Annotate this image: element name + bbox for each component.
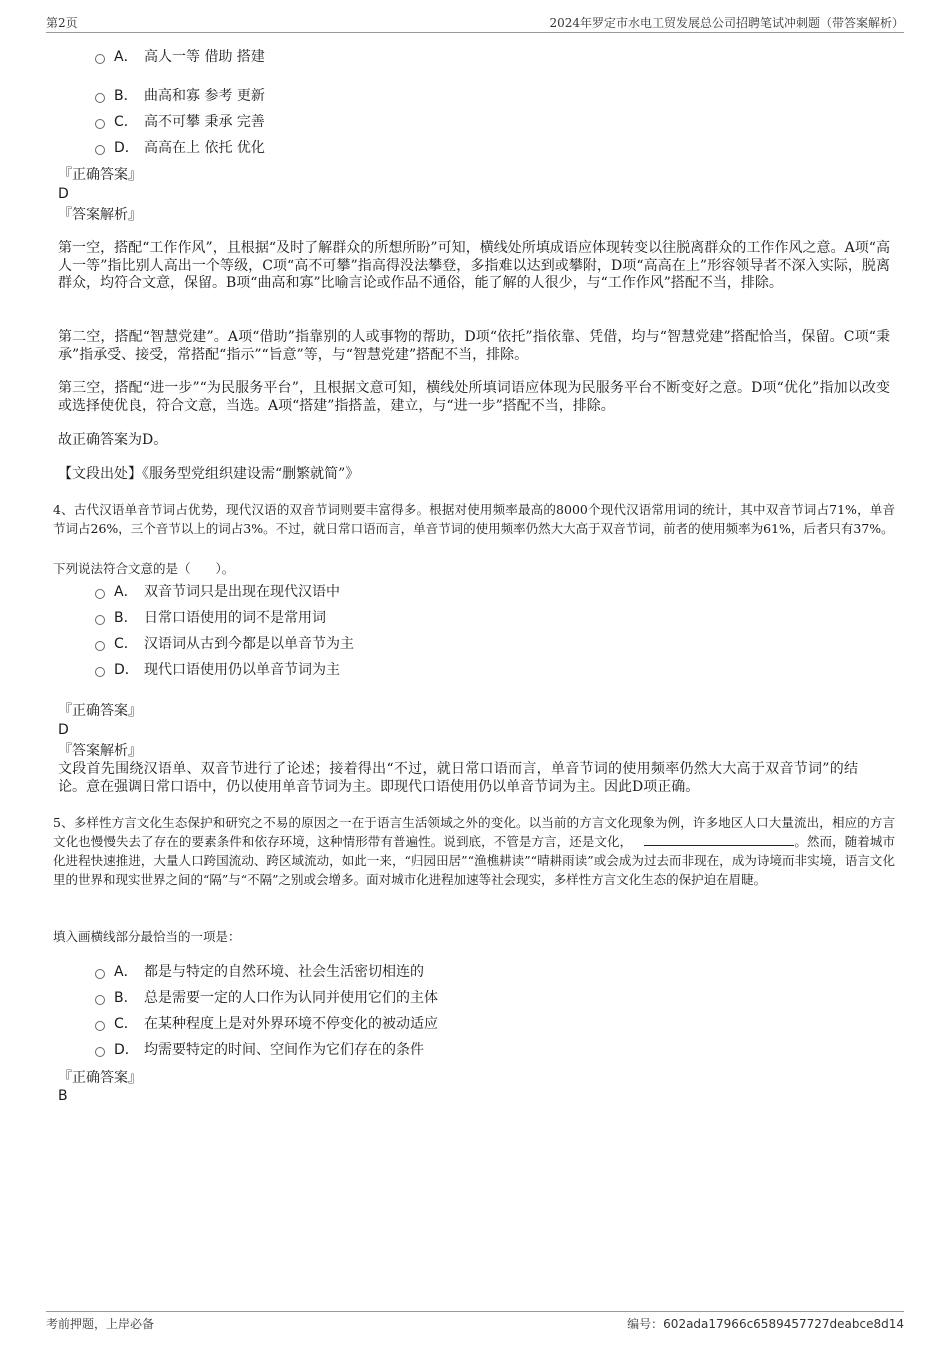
q5-option-c[interactable]: C． 在某种程度上是对外界环境不停变化的被动适应	[95, 1014, 438, 1034]
q5-option-a[interactable]: A． 都是与特定的自然环境、社会生活密切相连的	[95, 962, 424, 982]
q5-stem: 5、多样性方言文化生态保护和研究之不易的原因之一在于语言生活领域之外的变化。以当前的方言文化现象为例，许多地区人口大量流出，相应的方言文化也慢慢失去了存在的要素条件和依存环境，这种情形带有普遍性。说到底，不管是方言，还是文化， 。然而，随着城市化进程快速推进，大量人口跨国流动、跨区域流动，如此一来，“归园田居”“渔樵耕读”“晴耕雨读”或会成为过去而非现在，成为诗境而非实境，语言文化里的世界和现实世界之间的“隔”与“不隔”之别或会增多。面对城市化进程加速等社会现实，多样性方言文化生态的保护迫在眉睫。	[53, 815, 895, 887]
q3-option-d[interactable]: D． 高高在上 依托 优化	[95, 138, 265, 158]
page-header	[46, 14, 904, 33]
radio-icon[interactable]	[95, 995, 105, 1005]
q4-answer: D	[58, 722, 69, 738]
q3-answer-label: 『正确答案』	[58, 167, 142, 183]
q3-option-a[interactable]: A． 高人一等 借助 搭建	[95, 47, 265, 67]
radio-icon[interactable]	[95, 1021, 105, 1031]
q3-option-b[interactable]: B． 曲高和寡 参考 更新	[95, 86, 265, 106]
q5-option-d[interactable]: D． 均需要特定的时间、空间作为它们存在的条件	[95, 1040, 424, 1060]
page-number: 第2页	[46, 16, 78, 30]
radio-icon[interactable]	[95, 615, 105, 625]
q5-prompt: 填入画横线部分最恰当的一项是：	[53, 929, 241, 944]
q4-stem: 4、古代汉语单音节词占优势，现代汉语的双音节词则要丰富得多。根据对使用频率最高的8000个现代汉语常用词的统计，其中双音节词占71%，单音节词占26%，三个音节以上的词占3%。不过，就日常口语而言，单音节词的使用频率仍然大大高于双音节词，前者的使用频率为61%，后者只有37%。	[53, 502, 895, 536]
document-code: 编号：602ada17966c6589457727deabce8d14	[627, 1317, 904, 1331]
q5-answer-label: 『正确答案』	[58, 1070, 142, 1086]
radio-icon[interactable]	[95, 969, 105, 979]
q4-option-b[interactable]: B． 日常口语使用的词不是常用词	[95, 608, 326, 628]
q5-answer: B	[58, 1088, 68, 1104]
radio-icon[interactable]	[95, 119, 105, 129]
radio-icon[interactable]	[95, 93, 105, 103]
radio-icon[interactable]	[95, 1047, 105, 1057]
q3-analysis-paragraph-3: 第三空，搭配“进一步”“为民服务平台”，且根据文意可知，横线处所填词语应体现为民服务平台不断变好之意。D项“优化”指加以改变或选择使优良，符合文意，当选。A项“搭建”指搭盖，建立，与“进一步”搭配不当，排除。	[58, 380, 890, 414]
q3-analysis-paragraph-2: 第二空，搭配“智慧党建”。A项“借助”指靠别的人或事物的帮助，D项“依托”指依靠、凭借，均与“智慧党建”搭配恰当，保留。C项“秉承”指承受、接受，常搭配“指示”“旨意”等，与“智慧党建”搭配不当，排除。	[58, 329, 890, 363]
radio-icon[interactable]	[95, 589, 105, 599]
q4-analysis: 文段首先围绕汉语单、双音节进行了论述；接着得出“不过，就日常口语而言，单音节词的使用频率仍然大大高于双音节词”的结论。意在强调日常口语中，仍以使用单音节词为主。即现代口语使用仍以单音节词为主。因此D项正确。	[58, 761, 858, 795]
q4-analysis-label: 『答案解析』	[58, 743, 142, 759]
document-title: 2024年罗定市水电工贸发展总公司招聘笔试冲刺题（带答案解析）	[549, 16, 904, 30]
q4-option-a[interactable]: A． 双音节词只是出现在现代汉语中	[95, 582, 340, 602]
page-footer	[46, 1311, 904, 1335]
q4-answer-label: 『正确答案』	[58, 703, 142, 719]
q4-option-d[interactable]: D． 现代口语使用仍以单音节词为主	[95, 660, 340, 680]
q4-prompt: 下列说法符合文意的是（ ）。	[53, 561, 235, 576]
q3-analysis-conclusion: 故正确答案为D。	[58, 432, 168, 448]
q3-source: 【文段出处】《服务型党组织建设需“删繁就简”》	[58, 466, 360, 482]
radio-icon[interactable]	[95, 641, 105, 651]
q3-answer: D	[58, 186, 69, 202]
q3-option-c[interactable]: C． 高不可攀 秉承 完善	[95, 112, 265, 132]
footer-slogan: 考前押题，上岸必备	[46, 1317, 155, 1331]
radio-icon[interactable]	[95, 145, 105, 155]
radio-icon[interactable]	[95, 667, 105, 677]
q3-analysis-label: 『答案解析』	[58, 207, 142, 223]
q5-option-b[interactable]: B． 总是需要一定的人口作为认同并使用它们的主体	[95, 988, 438, 1008]
q3-analysis-paragraph-1: 第一空，搭配“工作作风”，且根据“及时了解群众的所想所盼”可知，横线处所填成语应体现转变以往脱离群众的工作作风之意。A项“高人一等”指比别人高出一个等级，C项“高不可攀”指高得没法攀登，多指难以达到或攀附，D项“高高在上”形容领导者不深入实际，脱离群众，均符合文意，保留。B项“曲高和寡”比喻言论或作品不通俗，能了解的人很少，与“工作作风”搭配不当，排除。	[58, 240, 890, 291]
radio-icon[interactable]	[95, 54, 105, 64]
q4-option-c[interactable]: C． 汉语词从古到今都是以单音节为主	[95, 634, 354, 654]
fill-in-blank	[644, 835, 794, 846]
